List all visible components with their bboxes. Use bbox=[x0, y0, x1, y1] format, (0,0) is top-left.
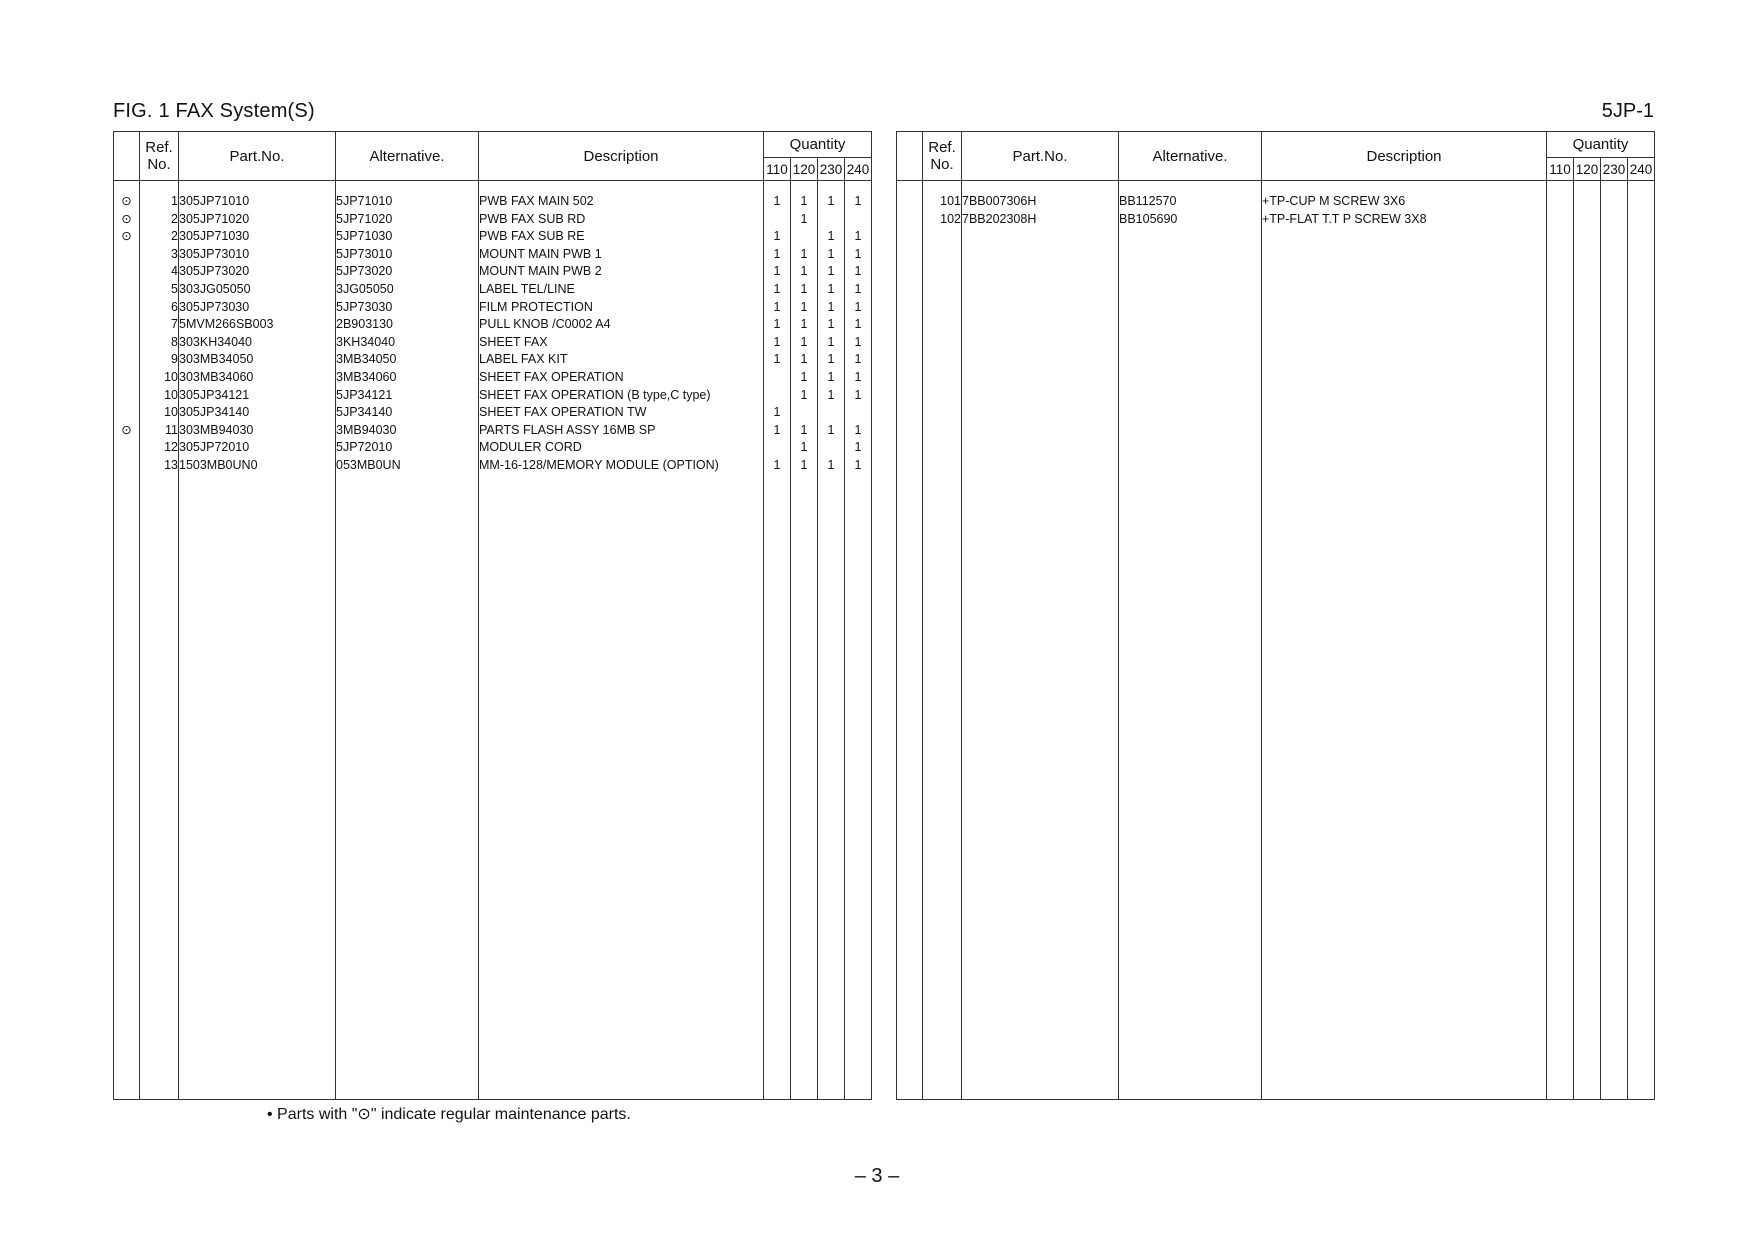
qty-240-cell: 1 bbox=[845, 457, 872, 475]
description-cell: PULL KNOB /C0002 A4 bbox=[479, 316, 764, 334]
alternative-cell: 5JP71030 bbox=[336, 228, 479, 246]
description-cell: SHEET FAX OPERATION bbox=[479, 369, 764, 387]
alternative-cell: 5JP34121 bbox=[336, 387, 479, 405]
maintenance-mark: ⊙ bbox=[114, 422, 140, 440]
ref-no-cell: 6 bbox=[140, 299, 179, 317]
parts-table-left bbox=[113, 131, 872, 1100]
alternative-cell: 3JG05050 bbox=[336, 281, 479, 299]
qty-230-cell: 1 bbox=[818, 193, 845, 211]
maintenance-mark bbox=[114, 439, 140, 457]
description-cell: PWB FAX MAIN 502 bbox=[479, 193, 764, 211]
ref-no-header: Ref. No. bbox=[923, 132, 962, 181]
ref-no-cell: 12 bbox=[140, 439, 179, 457]
maintenance-mark bbox=[114, 351, 140, 369]
table-row bbox=[114, 211, 872, 229]
qty-230-cell: 1 bbox=[818, 299, 845, 317]
ref-no-header: Ref. No. bbox=[140, 132, 179, 181]
table-row bbox=[114, 281, 872, 299]
qty-110-cell bbox=[764, 211, 791, 229]
qty-230-cell: 1 bbox=[818, 281, 845, 299]
ref-no-cell: 7 bbox=[140, 316, 179, 334]
quantity-header: Quantity bbox=[764, 132, 872, 158]
description-cell: PWB FAX SUB RD bbox=[479, 211, 764, 229]
table-row bbox=[114, 439, 872, 457]
description-cell: PARTS FLASH ASSY 16MB SP bbox=[479, 422, 764, 440]
table-row bbox=[897, 211, 1655, 229]
alternative-cell: 3KH34040 bbox=[336, 334, 479, 352]
qty-120-cell: 1 bbox=[791, 457, 818, 475]
qty-240-header: 240 bbox=[1628, 158, 1655, 181]
maintenance-mark: ⊙ bbox=[114, 211, 140, 229]
qty-110-cell: 1 bbox=[764, 316, 791, 334]
table-row bbox=[114, 263, 872, 281]
description-cell: MODULER CORD bbox=[479, 439, 764, 457]
maintenance-mark bbox=[114, 457, 140, 475]
maintenance-mark bbox=[897, 193, 923, 211]
maintenance-mark: ⊙ bbox=[114, 193, 140, 211]
alternative-cell: 5JP73010 bbox=[336, 246, 479, 264]
alternative-cell: 5JP71010 bbox=[336, 193, 479, 211]
qty-230-cell: 1 bbox=[818, 263, 845, 281]
qty-240-cell: 1 bbox=[845, 228, 872, 246]
qty-230-cell: 1 bbox=[818, 422, 845, 440]
qty-240-cell: 1 bbox=[845, 334, 872, 352]
qty-110-cell: 1 bbox=[764, 263, 791, 281]
alternative-cell: BB112570 bbox=[1119, 193, 1262, 211]
qty-120-header: 120 bbox=[791, 158, 818, 181]
description-cell: LABEL FAX KIT bbox=[479, 351, 764, 369]
qty-240-cell bbox=[845, 211, 872, 229]
description-cell: SHEET FAX bbox=[479, 334, 764, 352]
part-no-cell: 1503MB0UN0 bbox=[179, 457, 336, 475]
qty-230-cell: 1 bbox=[818, 351, 845, 369]
part-no-cell: 305JP72010 bbox=[179, 439, 336, 457]
ref-no-cell: 2 bbox=[140, 228, 179, 246]
qty-240-cell bbox=[1628, 193, 1655, 211]
qty-120-cell bbox=[791, 228, 818, 246]
qty-230-cell: 1 bbox=[818, 246, 845, 264]
table-row bbox=[114, 334, 872, 352]
part-no-cell: 305JP73010 bbox=[179, 246, 336, 264]
qty-120-cell: 1 bbox=[791, 263, 818, 281]
qty-240-cell: 1 bbox=[845, 246, 872, 264]
qty-120-cell: 1 bbox=[791, 422, 818, 440]
maintenance-mark bbox=[114, 387, 140, 405]
part-no-cell: 303MB94030 bbox=[179, 422, 336, 440]
alternative-header: Alternative. bbox=[1119, 132, 1262, 181]
description-cell: FILM PROTECTION bbox=[479, 299, 764, 317]
part-no-cell: 305JP71010 bbox=[179, 193, 336, 211]
qty-230-cell bbox=[818, 439, 845, 457]
part-no-cell: 305JP73030 bbox=[179, 299, 336, 317]
table-row bbox=[114, 316, 872, 334]
qty-120-cell: 1 bbox=[791, 369, 818, 387]
qty-230-cell bbox=[818, 404, 845, 422]
ref-no-cell: 10 bbox=[140, 387, 179, 405]
maintenance-mark: ⊙ bbox=[114, 228, 140, 246]
description-cell: SHEET FAX OPERATION (B type,C type) bbox=[479, 387, 764, 405]
ref-no-cell: 5 bbox=[140, 281, 179, 299]
qty-110-header: 110 bbox=[764, 158, 791, 181]
qty-120-cell: 1 bbox=[791, 334, 818, 352]
qty-110-cell bbox=[764, 369, 791, 387]
part-no-header: Part.No. bbox=[962, 132, 1119, 181]
table-row bbox=[897, 193, 1655, 211]
table-row bbox=[114, 457, 872, 475]
alternative-cell: 3MB34050 bbox=[336, 351, 479, 369]
qty-230-header: 230 bbox=[818, 158, 845, 181]
qty-110-cell: 1 bbox=[764, 404, 791, 422]
alternative-cell: 5JP72010 bbox=[336, 439, 479, 457]
description-cell: LABEL TEL/LINE bbox=[479, 281, 764, 299]
qty-110-cell: 1 bbox=[764, 246, 791, 264]
qty-120-cell: 1 bbox=[791, 193, 818, 211]
qty-230-cell: 1 bbox=[818, 316, 845, 334]
maintenance-footnote: • Parts with "⊙" indicate regular maintenance parts. bbox=[267, 1106, 631, 1123]
qty-110-cell: 1 bbox=[764, 228, 791, 246]
table-row bbox=[114, 228, 872, 246]
mark-column-header bbox=[897, 132, 923, 181]
maintenance-mark bbox=[114, 263, 140, 281]
part-no-cell: 5MVM266SB003 bbox=[179, 316, 336, 334]
qty-120-cell: 1 bbox=[791, 439, 818, 457]
ref-no-cell: 8 bbox=[140, 334, 179, 352]
qty-110-cell bbox=[764, 439, 791, 457]
maintenance-mark bbox=[114, 299, 140, 317]
alternative-cell: 5JP73030 bbox=[336, 299, 479, 317]
part-no-cell: 303MB34060 bbox=[179, 369, 336, 387]
description-cell: PWB FAX SUB RE bbox=[479, 228, 764, 246]
description-cell: MM-16-128/MEMORY MODULE (OPTION) bbox=[479, 457, 764, 475]
figure-title: FIG. 1 FAX System(S) bbox=[113, 100, 315, 122]
qty-120-cell bbox=[791, 404, 818, 422]
qty-110-cell bbox=[1547, 211, 1574, 229]
part-no-cell: 305JP73020 bbox=[179, 263, 336, 281]
part-no-header: Part.No. bbox=[179, 132, 336, 181]
qty-230-cell: 1 bbox=[818, 457, 845, 475]
maintenance-mark bbox=[114, 404, 140, 422]
qty-240-cell: 1 bbox=[845, 422, 872, 440]
qty-240-cell: 1 bbox=[845, 281, 872, 299]
part-no-cell: 305JP71020 bbox=[179, 211, 336, 229]
qty-110-cell: 1 bbox=[764, 193, 791, 211]
qty-230-cell: 1 bbox=[818, 387, 845, 405]
part-no-cell: 303JG05050 bbox=[179, 281, 336, 299]
part-no-cell: 303KH34040 bbox=[179, 334, 336, 352]
qty-110-cell: 1 bbox=[764, 457, 791, 475]
description-header: Description bbox=[1262, 132, 1547, 181]
qty-110-cell bbox=[1547, 193, 1574, 211]
qty-110-cell bbox=[764, 387, 791, 405]
qty-230-cell bbox=[1601, 211, 1628, 229]
qty-110-cell: 1 bbox=[764, 299, 791, 317]
qty-240-cell: 1 bbox=[845, 193, 872, 211]
ref-no-cell: 10 bbox=[140, 369, 179, 387]
qty-240-cell bbox=[1628, 211, 1655, 229]
maintenance-mark bbox=[114, 316, 140, 334]
qty-120-cell: 1 bbox=[791, 387, 818, 405]
qty-110-cell: 1 bbox=[764, 334, 791, 352]
maintenance-mark bbox=[897, 211, 923, 229]
qty-120-cell: 1 bbox=[791, 351, 818, 369]
table-row bbox=[114, 299, 872, 317]
alternative-cell: 053MB0UN bbox=[336, 457, 479, 475]
table-row bbox=[114, 193, 872, 211]
qty-120-cell bbox=[1574, 193, 1601, 211]
alternative-cell: 5JP71020 bbox=[336, 211, 479, 229]
part-no-cell: 305JP34140 bbox=[179, 404, 336, 422]
maintenance-mark bbox=[114, 281, 140, 299]
qty-120-cell: 1 bbox=[791, 299, 818, 317]
description-cell: MOUNT MAIN PWB 2 bbox=[479, 263, 764, 281]
qty-240-header: 240 bbox=[845, 158, 872, 181]
table-row bbox=[114, 387, 872, 405]
description-header: Description bbox=[479, 132, 764, 181]
ref-no-cell: 102 bbox=[923, 211, 962, 229]
maintenance-mark bbox=[114, 369, 140, 387]
ref-no-cell: 4 bbox=[140, 263, 179, 281]
qty-120-cell: 1 bbox=[791, 211, 818, 229]
qty-240-cell bbox=[845, 404, 872, 422]
description-cell: SHEET FAX OPERATION TW bbox=[479, 404, 764, 422]
quantity-header: Quantity bbox=[1547, 132, 1655, 158]
maintenance-mark bbox=[114, 246, 140, 264]
qty-120-cell: 1 bbox=[791, 316, 818, 334]
qty-230-cell bbox=[1601, 193, 1628, 211]
qty-230-cell: 1 bbox=[818, 369, 845, 387]
alternative-cell: 5JP34140 bbox=[336, 404, 479, 422]
ref-no-cell: 1 bbox=[140, 193, 179, 211]
alternative-cell: 2B903130 bbox=[336, 316, 479, 334]
qty-230-cell: 1 bbox=[818, 228, 845, 246]
qty-120-cell bbox=[1574, 211, 1601, 229]
qty-110-header: 110 bbox=[1547, 158, 1574, 181]
qty-240-cell: 1 bbox=[845, 263, 872, 281]
table-row bbox=[114, 404, 872, 422]
qty-110-cell: 1 bbox=[764, 422, 791, 440]
description-cell: MOUNT MAIN PWB 1 bbox=[479, 246, 764, 264]
qty-120-cell: 1 bbox=[791, 281, 818, 299]
qty-230-cell: 1 bbox=[818, 334, 845, 352]
mark-column-header bbox=[114, 132, 140, 181]
part-no-cell: 7BB007306H bbox=[962, 193, 1119, 211]
part-no-cell: 303MB34050 bbox=[179, 351, 336, 369]
model-code: 5JP-1 bbox=[1601, 100, 1654, 122]
description-cell: +TP-CUP M SCREW 3X6 bbox=[1262, 193, 1547, 211]
ref-no-cell: 11 bbox=[140, 422, 179, 440]
qty-110-cell: 1 bbox=[764, 351, 791, 369]
ref-no-cell: 9 bbox=[140, 351, 179, 369]
alternative-cell: 3MB94030 bbox=[336, 422, 479, 440]
alternative-header: Alternative. bbox=[336, 132, 479, 181]
table-row bbox=[114, 369, 872, 387]
qty-230-header: 230 bbox=[1601, 158, 1628, 181]
ref-no-cell: 3 bbox=[140, 246, 179, 264]
part-no-cell: 305JP34121 bbox=[179, 387, 336, 405]
qty-240-cell: 1 bbox=[845, 299, 872, 317]
table-row bbox=[114, 351, 872, 369]
description-cell: +TP-FLAT T.T P SCREW 3X8 bbox=[1262, 211, 1547, 229]
ref-no-cell: 10 bbox=[140, 404, 179, 422]
qty-240-cell: 1 bbox=[845, 387, 872, 405]
qty-110-cell: 1 bbox=[764, 281, 791, 299]
qty-240-cell: 1 bbox=[845, 316, 872, 334]
qty-240-cell: 1 bbox=[845, 369, 872, 387]
alternative-cell: BB105690 bbox=[1119, 211, 1262, 229]
part-no-cell: 305JP71030 bbox=[179, 228, 336, 246]
qty-120-header: 120 bbox=[1574, 158, 1601, 181]
page-number: – 3 – bbox=[854, 1165, 900, 1187]
qty-230-cell bbox=[818, 211, 845, 229]
ref-no-cell: 2 bbox=[140, 211, 179, 229]
table-row bbox=[114, 246, 872, 264]
alternative-cell: 3MB34060 bbox=[336, 369, 479, 387]
alternative-cell: 5JP73020 bbox=[336, 263, 479, 281]
part-no-cell: 7BB202308H bbox=[962, 211, 1119, 229]
qty-120-cell: 1 bbox=[791, 246, 818, 264]
maintenance-mark bbox=[114, 334, 140, 352]
ref-no-cell: 101 bbox=[923, 193, 962, 211]
qty-240-cell: 1 bbox=[845, 351, 872, 369]
ref-no-cell: 13 bbox=[140, 457, 179, 475]
table-row bbox=[114, 422, 872, 440]
qty-240-cell: 1 bbox=[845, 439, 872, 457]
parts-table-right bbox=[896, 131, 1655, 1100]
